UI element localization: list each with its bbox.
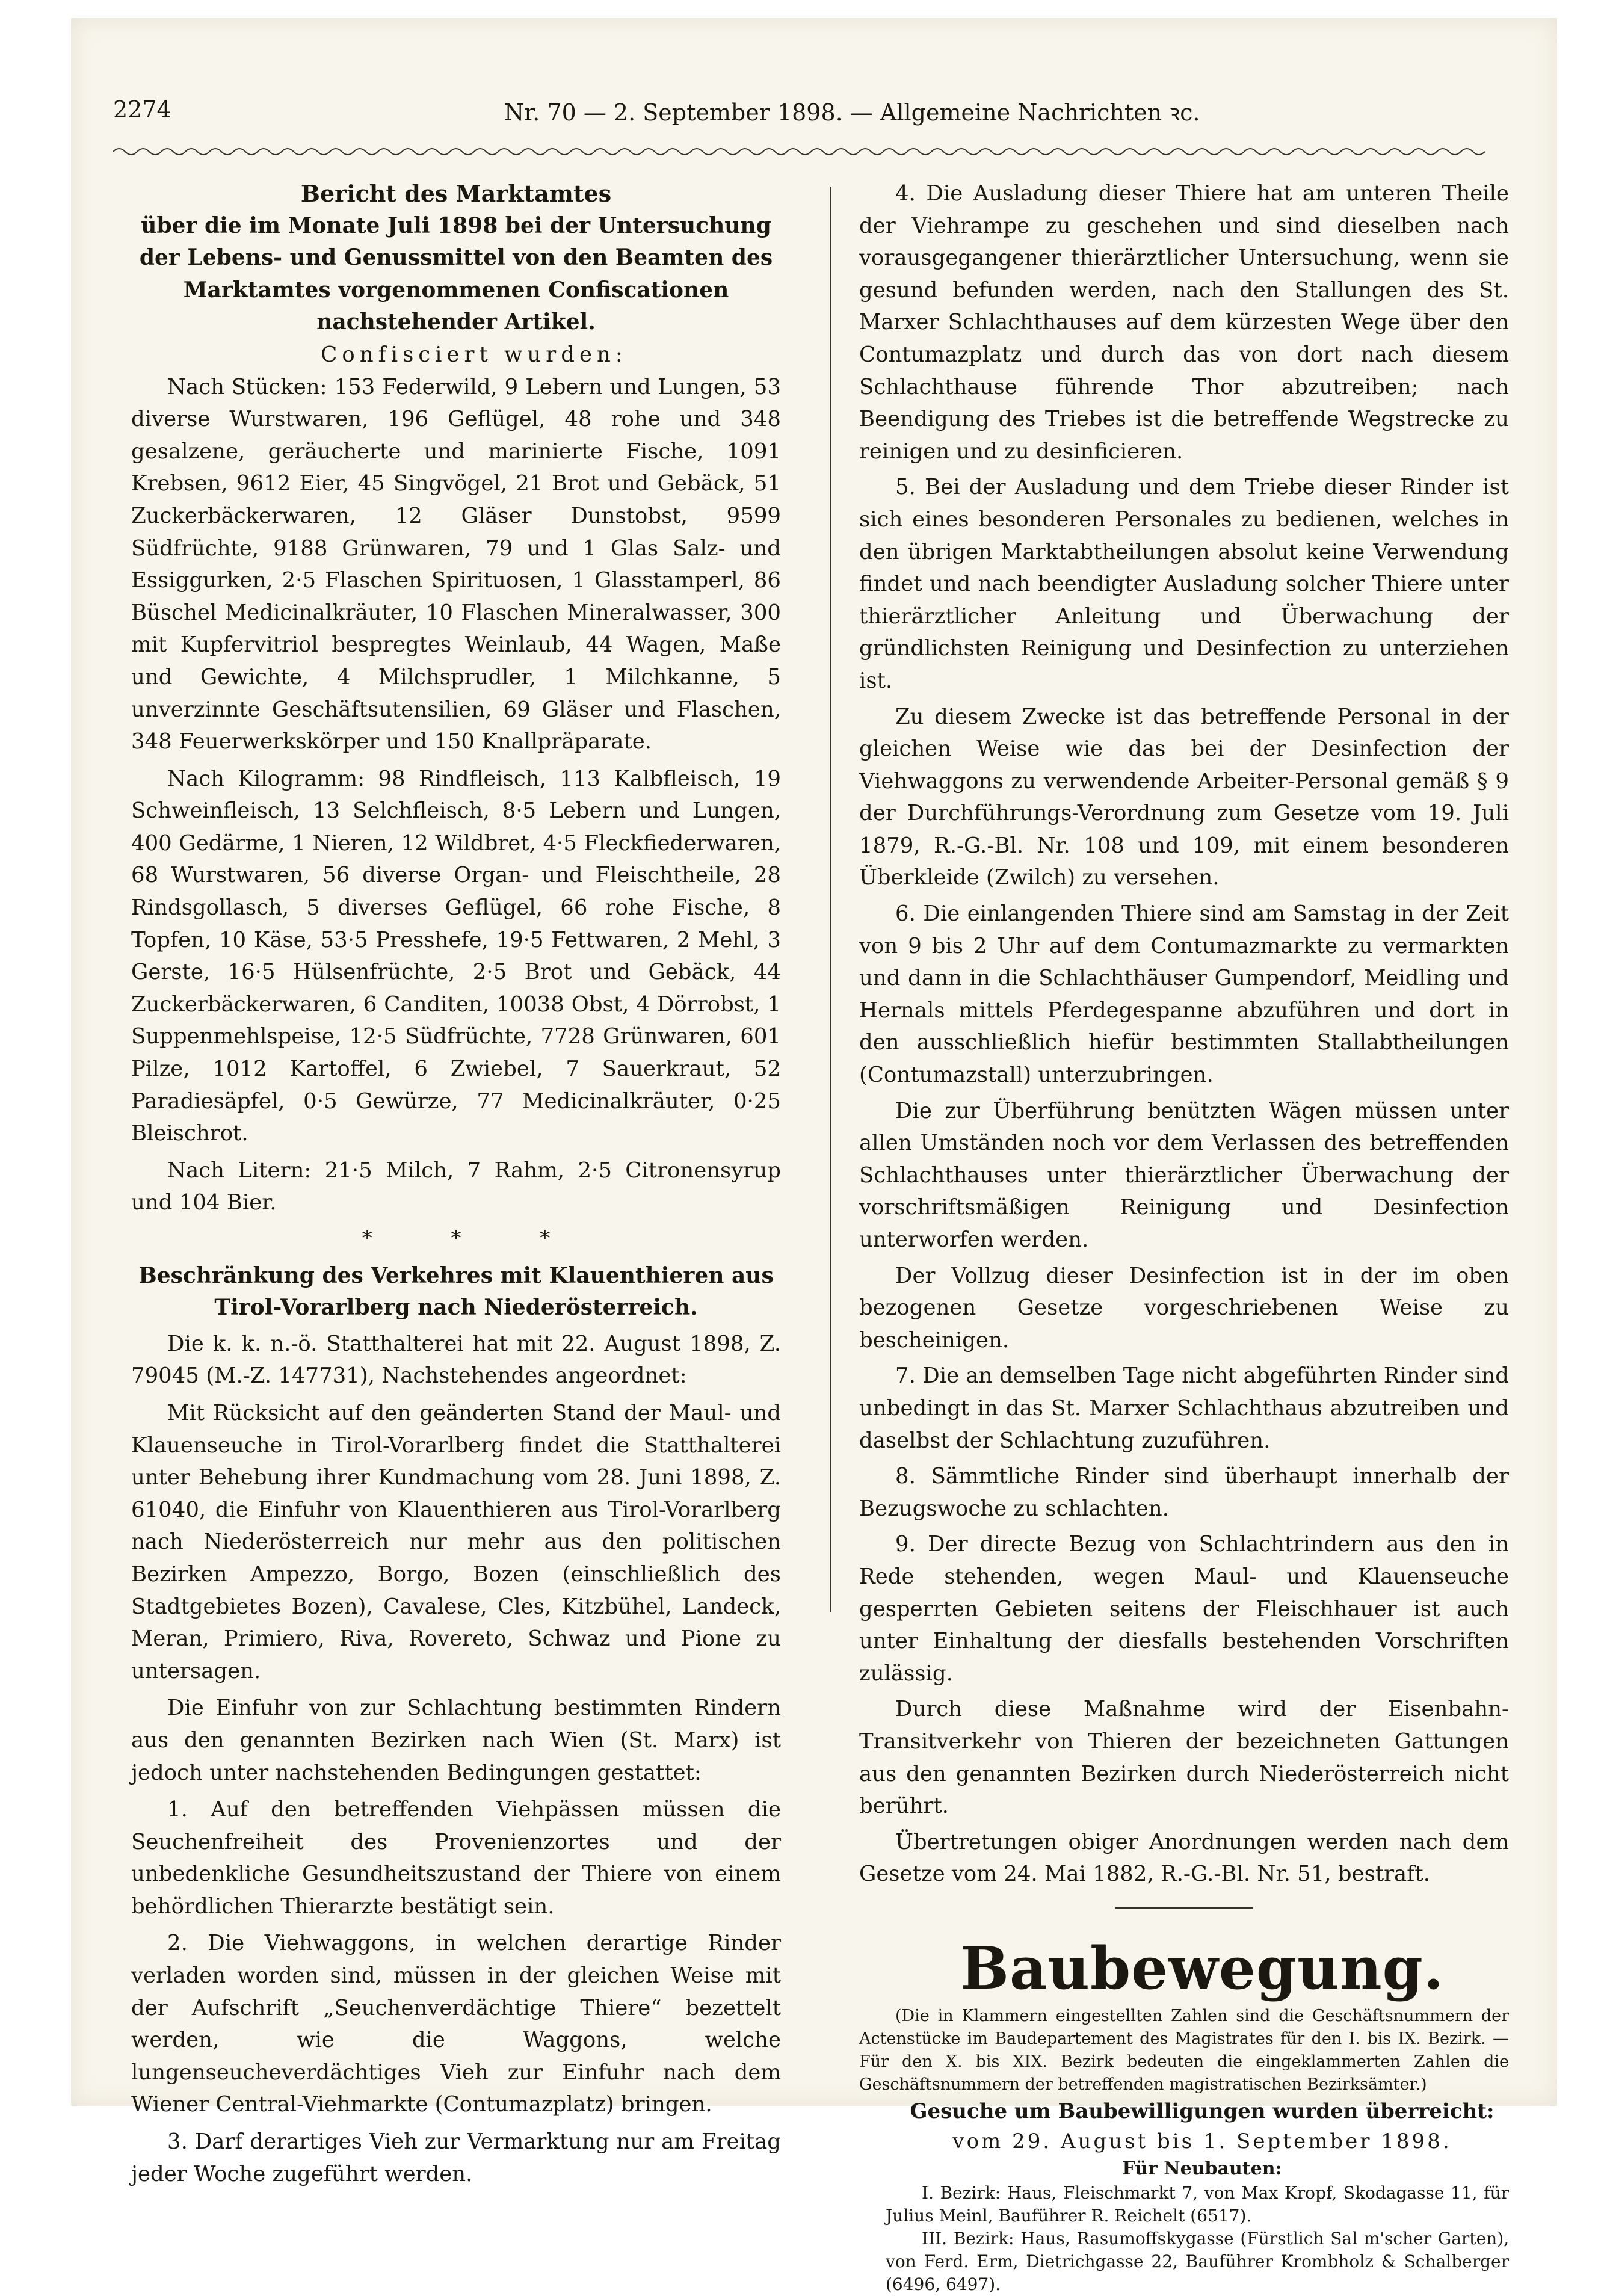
paragraph: 9. Der directe Bezug von Schlachtrindern aus den in Rede stehenden, wegen Maul- und Klauenseuche gesperrten Gebieten seitens der Fleischhauer ist auch unter Einhaltung der diesfalls bestehenden Vorschriften zulässig. bbox=[859, 1532, 1509, 1686]
page-number: 2274 bbox=[113, 96, 171, 123]
paragraph: Die k. k. n.-ö. Statthalterei hat mit 22. August 1898, Z. 79045 (M.-Z. 147731), Nachstehendes angeordnet: bbox=[131, 1331, 781, 1389]
section-title: Baubewegung. bbox=[960, 1934, 1445, 2002]
paragraph: 6. Die einlangenden Thiere sind am Samstag in der Zeit von 9 bis 2 Uhr auf dem Contumazmarkte zu vermarkten und dann in die Schlachthäuser Gumpendorf, Meidling und Hernals mittels Pferdegespanne abzuführen und dort in den ausschließlich hiefür bestimmten Stallabtheilungen (Contumazstall) unterzubringen. bbox=[859, 901, 1509, 1088]
page-header bbox=[113, 96, 1497, 144]
paragraph: Nach Stücken: 153 Federwild, 9 Lebern und Lungen, 53 diverse Wurstwaren, 196 Geflügel, 48 rohe und 348 gesalzene, geräucherte und marinierte Fische, 1091 Krebsen, 9612 Eier, 45 Singvögel, 21 Brot und Gebäck, 51 Zuckerbäckerwaren, 12 Gläser Dunstobst, 9599 Südfrüchte, 9188 Grünwaren, 79 und 1 Glas Salz- und Essiggurken, 2·5 Flaschen Spirituosen, 1 Glasstamperl, 86 Büschel Medicinalkräuter, 10 Flaschen Mineralwasser, 300 mit Kupfervitriol bespregtes Weinlaub, 44 Wagen, Maße und Gewichte, 4 Milchsprudler, 1 Milchkanne, 5 unverzinnte Geschäftsutensilien, 69 Gläser und Flaschen, 348 Feuerwerkskörper und 150 Knallpräparate. bbox=[131, 374, 781, 755]
paragraph: Die Einfuhr von zur Schlachtung bestimmten Rindern aus den genannten Bezirken nach Wien (St. Marx) ist jedoch unter nachstehenden Bedingungen gestattet: bbox=[131, 1696, 781, 1785]
separator-stars: * * * bbox=[362, 1226, 587, 1250]
section-rule bbox=[1115, 1907, 1253, 1909]
date-range: vom 29. August bis 1. September 1898. bbox=[952, 2129, 1452, 2153]
wavy-rule bbox=[113, 144, 1491, 159]
article-subtitle: über die im Monate Juli 1898 bei der Untersuchung der Lebens- und Genussmittel von den Beamten des Marktamtes vorgenommenen Confiscationen nachstehender Artikel. bbox=[139, 212, 773, 335]
paragraph: Die zur Überführung benützten Wägen müssen unter allen Umständen noch vor dem Verlassen des betreffenden Schlachthauses unter thierärztlicher Überwachung der vorschriftsmäßigen Reinigung und Desinfection unterworfen werden. bbox=[859, 1098, 1509, 1252]
section-heading: Confisciert wurden: bbox=[321, 342, 628, 367]
column-divider bbox=[830, 187, 831, 1612]
article-title: Beschränkung des Verkehres mit Klauenthieren aus Tirol-Vorarlberg nach Niederösterreich. bbox=[138, 1262, 774, 1321]
section-note: (Die in Klammern eingestellten Zahlen sind die Geschäftsnummern der Actenstücke im Baudepartement des Magistrates für den I. bis IX. Bezirk. — Für den X. bis XIX. Bezirk bedeuten die eingeklammerten Zahlen die Geschäftsnummern der betreffenden magistratischen Bezirksämter.) bbox=[859, 2006, 1509, 2094]
left-column bbox=[131, 177, 781, 2190]
paragraph: 2. Die Viehwaggons, in welchen derartige Rinder verladen worden sind, müssen in der gleichen Weise mit der Aufschrift „Seuchenverdächtige Thiere“ bezettelt werden, wie die Waggons, welche lungenseucheverdächtiges Vieh zur Einfuhr nach dem Wiener Central-Viehmarkte (Contumazplatz) bringen. bbox=[131, 1931, 781, 2117]
running-title: Nr. 70 — 2. September 1898. — Allgemeine Nachrichten ⁠ꝛc. bbox=[504, 99, 1200, 126]
paragraph: 1. Auf den betreffenden Viehpässen müssen die Seuchenfreiheit des Provenienzortes und der unbedenkliche Gesundheitszustand der Thiere von einem behördlichen Thierarzte bestätigt sein. bbox=[131, 1797, 781, 1919]
newspaper-page bbox=[71, 18, 1557, 2294]
paragraph: Mit Rücksicht auf den geänderten Stand der Maul- und Klauenseuche in Tirol-Vorarlberg findet die Statthalterei unter Behebung ihrer Kundmachung vom 28. Juni 1898, Z. 61040, die Einfuhr von Klauenthieren aus Tirol-Vorarlberg nach Niederösterreich nur mehr aus den politischen Bezirken Ampezzo, Borgo, Bozen (einschließlich des Stadtgebietes Bozen), Cavalese, Cles, Kitzbühel, Landeck, Meran, Primiero, Riva, Rovereto, Schwaz und Pione zu untersagen. bbox=[131, 1400, 781, 1683]
paragraph: Der Vollzug dieser Desinfection ist in der im oben bezogenen Gesetze vorgeschriebenen Weise zu bescheinigen. bbox=[859, 1263, 1509, 1353]
subheading: Für Neubauten: bbox=[1122, 2158, 1282, 2179]
list-item: III. Bezirk: Haus, Rasumoffskygasse (Fürstlich Sal m'scher Garten), von Ferd. Erm, Dietrichgasse 22, Bauführer Krombholz & Schalberger (6496, 6497). bbox=[886, 2228, 1509, 2294]
right-column bbox=[859, 177, 1509, 2296]
paragraph: 3. Darf derartiges Vieh zur Vermarktung nur am Freitag jeder Woche zugeführt werden. bbox=[131, 2129, 781, 2186]
paragraph: 8. Sämmtliche Rinder sind überhaupt innerhalb der Bezugswoche zu schlachten. bbox=[859, 1464, 1509, 1521]
paragraph: 5. Bei der Ausladung und dem Triebe dieser Rinder ist sich eines besonderen Personales zu bedienen, welches in den übrigen Marktabtheilungen absolut keine Verwendung findet und nach beendigter Ausladung solcher Thiere unter thierärztlicher Anleitung und Überwachung der gründlichsten Reinigung und Desinfection zu unterziehen ist. bbox=[859, 475, 1509, 693]
paragraph: Durch diese Maßnahme wird der Eisenbahn-Transitverkehr von Thieren der bezeichneten Gattungen aus den genannten Bezirken durch Niederösterreich nicht berührt. bbox=[859, 1697, 1509, 1819]
paragraph: 7. Die an demselben Tage nicht abgeführten Rinder sind unbedingt in das St. Marxer Schlachthaus abzutreiben und daselbst der Schlachtung zuzuführen. bbox=[859, 1363, 1509, 1453]
paragraph: Nach Litern: 21·5 Milch, 7 Rahm, 2·5 Citronensyrup und 104 Bier. bbox=[131, 1158, 781, 1215]
paragraph: Übertretungen obiger Anordnungen werden nach dem Gesetze vom 24. Mai 1882, R.-G.-Bl. Nr. 51, bestraft. bbox=[859, 1829, 1509, 1887]
subheading: Gesuche um Baubewilligungen wurden überreicht: bbox=[910, 2099, 1494, 2123]
paragraph: 4. Die Ausladung dieser Thiere hat am unteren Theile der Viehrampe zu geschehen und sind dieselben nach vorausgegangener thierärztlicher Untersuchung, wenn sie gesund befunden werden, nach den Stallungen des St. Marxer Schlachthauses auf dem kürzesten Wege über den Contumazplatz und durch das von dort nach diesem Schlachthause führende Thor abzutreiben; nach Beendigung des Triebes ist die betreffende Wegstrecke zu reinigen und zu desinficieren. bbox=[859, 181, 1509, 464]
list-item: I. Bezirk: Haus, Fleischmarkt 7, von Max Kropf, Skodagasse 11, für Julius Meinl, Bauführer R. Reichelt (6517). bbox=[886, 2182, 1509, 2226]
article-title: Bericht des Marktamtes bbox=[300, 180, 612, 207]
paragraph: Nach Kilogramm: 98 Rindfleisch, 113 Kalbfleisch, 19 Schweinfleisch, 13 Selchfleisch, 8·5 Lebern und Lungen, 400 Gedärme, 1 Nieren, 12 Wildbret, 4·5 Fleckfiederwaren, 68 Wurstwaren, 56 diverse Organ- und Fleischtheile, 28 Rindsgollasch, 5 diverses Geflügel, 66 rohe Fische, 8 Topfen, 10 Käse, 53·5 Presshefe, 19·5 Fettwaren, 2 Mehl, 3 Gerste, 16·5 Hülsenfrüchte, 2·5 Brot und Gebäck, 44 Zuckerbäckerwaren, 6 Canditen, 10038 Obst, 4 Dörrobst, 1 Suppenmehlspeise, 12·5 Südfrüchte, 7728 Grünwaren, 601 Pilze, 1012 Kartoffel, 6 Zwiebel, 7 Sauerkraut, 52 Paradiesäpfel, 0·5 Gewürze, 77 Medicinalkräuter, 0·25 Bleischrot. bbox=[131, 766, 781, 1146]
paragraph: Zu diesem Zwecke ist das betreffende Personal in der gleichen Weise wie das bei der Desinfection der Viehwaggons zu verwendende Arbeiter-Personal gemäß § 9 der Durchführungs-Verordnung zum Gesetze vom 19. Juli 1879, R.-G.-Bl. Nr. 108 und 109, mit einem besonderen Überkleide (Zwilch) zu versehen. bbox=[859, 704, 1509, 890]
